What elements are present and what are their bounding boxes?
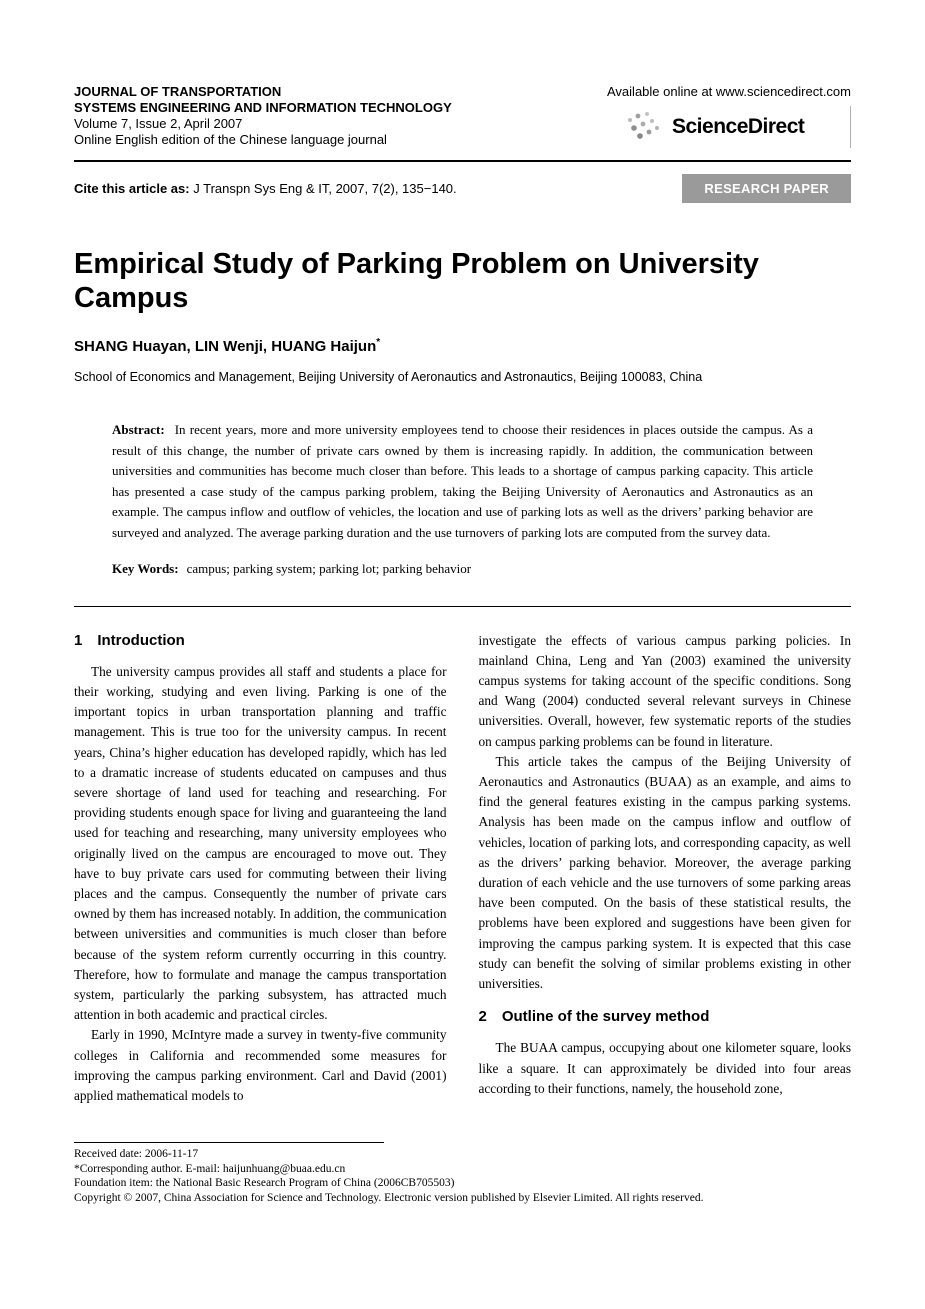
abstract-text: In recent years, more and more university employees tend to choose their residences in places outside the campus. As a result of this change, the number of private cars owned by them is increasing rapidly. In addition, the communication between universities and communities has become much closer than before. This leads to a shortage of campus parking capacity. This article has presented a case study of the campus parking problem, taking the Beijing University of Aeronautics and Astronautics as an example. The campus inflow and outflow of vehicles, the location and use of parking lots as well as the drivers’ parking behavior are surveyed and analyzed. The average parking duration and the use turnovers of parking lots are computed from the survey data. xyxy=(112,422,813,540)
journal-volume: Volume 7, Issue 2, April 2007 xyxy=(74,116,243,131)
body-divider xyxy=(74,606,851,607)
footnote-divider xyxy=(74,1142,384,1143)
corresponding-author-mark: * xyxy=(376,337,381,348)
section-2-title: Outline of the survey method xyxy=(501,1008,710,1026)
body-columns xyxy=(74,631,851,1107)
abstract-block xyxy=(74,420,851,580)
page-title: Empirical Study of Parking Problem on University Campus xyxy=(74,248,759,314)
sciencedirect-logo xyxy=(607,106,851,148)
section-1-number: 1 xyxy=(74,631,83,649)
body-paragraph: The university campus provides all staff and students a place for their working, studying and even living. Parking is one of the important topics in urban transportation planning and traffic management. This is true too for the university campus. In recent years, China’s higher education has developed rapidly, which has led to a dramatic increase of students educated on campuses and thus severe shortage of land used for teaching and researching. For providing students enough space for living and guaranteeing the land used for teaching and researching, many university employees who originally lived on the campus are encouraged to move out. They have to buy private cars used for commuting between their living places and the campus. Consequently the number of private cars owned by them has increased notably. In addition, the communication between universities and communities is much closer than before because of the system reform currently occurring in this country. Therefore, how to formulate and manage the campus transportation system, particularly the parking subsystem, has attracted much attention in both academic and practical circles. xyxy=(74,663,447,1023)
keywords-line xyxy=(112,559,813,580)
cite-row xyxy=(74,174,851,203)
journal-header xyxy=(74,0,851,148)
author-names: SHANG Huayan, LIN Wenji, HUANG Haijun xyxy=(74,338,377,355)
right-column xyxy=(479,631,852,1107)
section-2-heading xyxy=(479,1007,852,1027)
body-paragraph: The BUAA campus, occupying about one kilometer square, looks like a square. It can approximately be divided into four areas according to their functions, namely, the household zone, xyxy=(478,1040,851,1096)
keywords-text: campus; parking system; parking lot; parking behavior xyxy=(186,561,472,576)
abstract-paragraph xyxy=(112,420,813,543)
journal-info xyxy=(74,84,452,148)
header-divider xyxy=(74,160,851,162)
section-1-title: Introduction xyxy=(97,631,185,649)
journal-name-line2: SYSTEMS ENGINEERING AND INFORMATION TECHNOLOGY xyxy=(74,100,452,115)
body-paragraph: Early in 1990, McIntyre made a survey in twenty-five community colleges in California and recommended some measures for improving the campus parking environment. Carl and David (2001) applied mathematical models to xyxy=(74,1027,447,1103)
copyright-line: Copyright © 2007, China Association for Science and Technology. Electronic version published by Elsevier Limited. All rights reserved. xyxy=(74,1191,704,1204)
received-date-line: Received date: 2006-11-17 xyxy=(74,1148,199,1160)
authors-line xyxy=(74,337,851,355)
research-paper-badge: RESEARCH PAPER xyxy=(682,174,851,203)
cite-text xyxy=(74,181,457,196)
body-paragraph: This article takes the campus of the Beijing University of Aeronautics and Astronautics (BUAA) as an example, and aims to find the general features existing in the campus parking systems. Analysis has been made on the campus inflow and outflow of vehicles, location of parking lots, and corresponding capacity, as well as the drivers’ parking behavior. Moreover, the average parking duration of each vehicle and the use turnovers of some parking areas have been computed. On the basis of these statistical results, the problems have been explored and suggestions have been given for improving the campus parking system. It is expected that this case study can benefit the solving of similar problems existing in other universities. xyxy=(478,753,851,991)
header-right xyxy=(607,84,851,148)
body-paragraph: investigate the effects of various campus parking policies. In mainland China, Leng and Yan (2003) examined the university campus systems for taking account of the specific conditions. Song and Wang (2004) conducted several relevant surveys in Chinese universities. Overall, however, few systematic reports of the studies on campus parking problems can be found in literature. xyxy=(478,632,851,749)
corresponding-author-line: *Corresponding author. E-mail: haijunhuang@buaa.edu.cn xyxy=(74,1162,346,1175)
journal-edition-note: Online English edition of the Chinese language journal xyxy=(74,132,387,147)
keywords-label: Key Words: xyxy=(112,561,179,576)
available-online-text: Available online at www.sciencedirect.com xyxy=(607,84,851,99)
abstract-label: Abstract: xyxy=(112,422,165,437)
affiliation-line: School of Economics and Management, Beijing University of Aeronautics and Astronautics, Beijing 100083, China xyxy=(74,370,703,384)
section-1-heading xyxy=(74,631,447,651)
sciencedirect-dots-icon xyxy=(625,110,665,144)
foundation-item-line: Foundation item: the National Basic Research Program of China (2006CB705503) xyxy=(74,1177,455,1190)
section-2-number: 2 xyxy=(478,1008,487,1026)
sciencedirect-wordmark: ScienceDirect xyxy=(672,115,805,138)
cite-label: Cite this article as: xyxy=(74,181,190,196)
left-column xyxy=(74,631,447,1107)
footnote-block xyxy=(74,1142,851,1205)
journal-name-line1: JOURNAL OF TRANSPORTATION xyxy=(74,84,282,99)
cite-reference: J Transpn Sys Eng & IT, 2007, 7(2), 135−140. xyxy=(193,181,457,196)
